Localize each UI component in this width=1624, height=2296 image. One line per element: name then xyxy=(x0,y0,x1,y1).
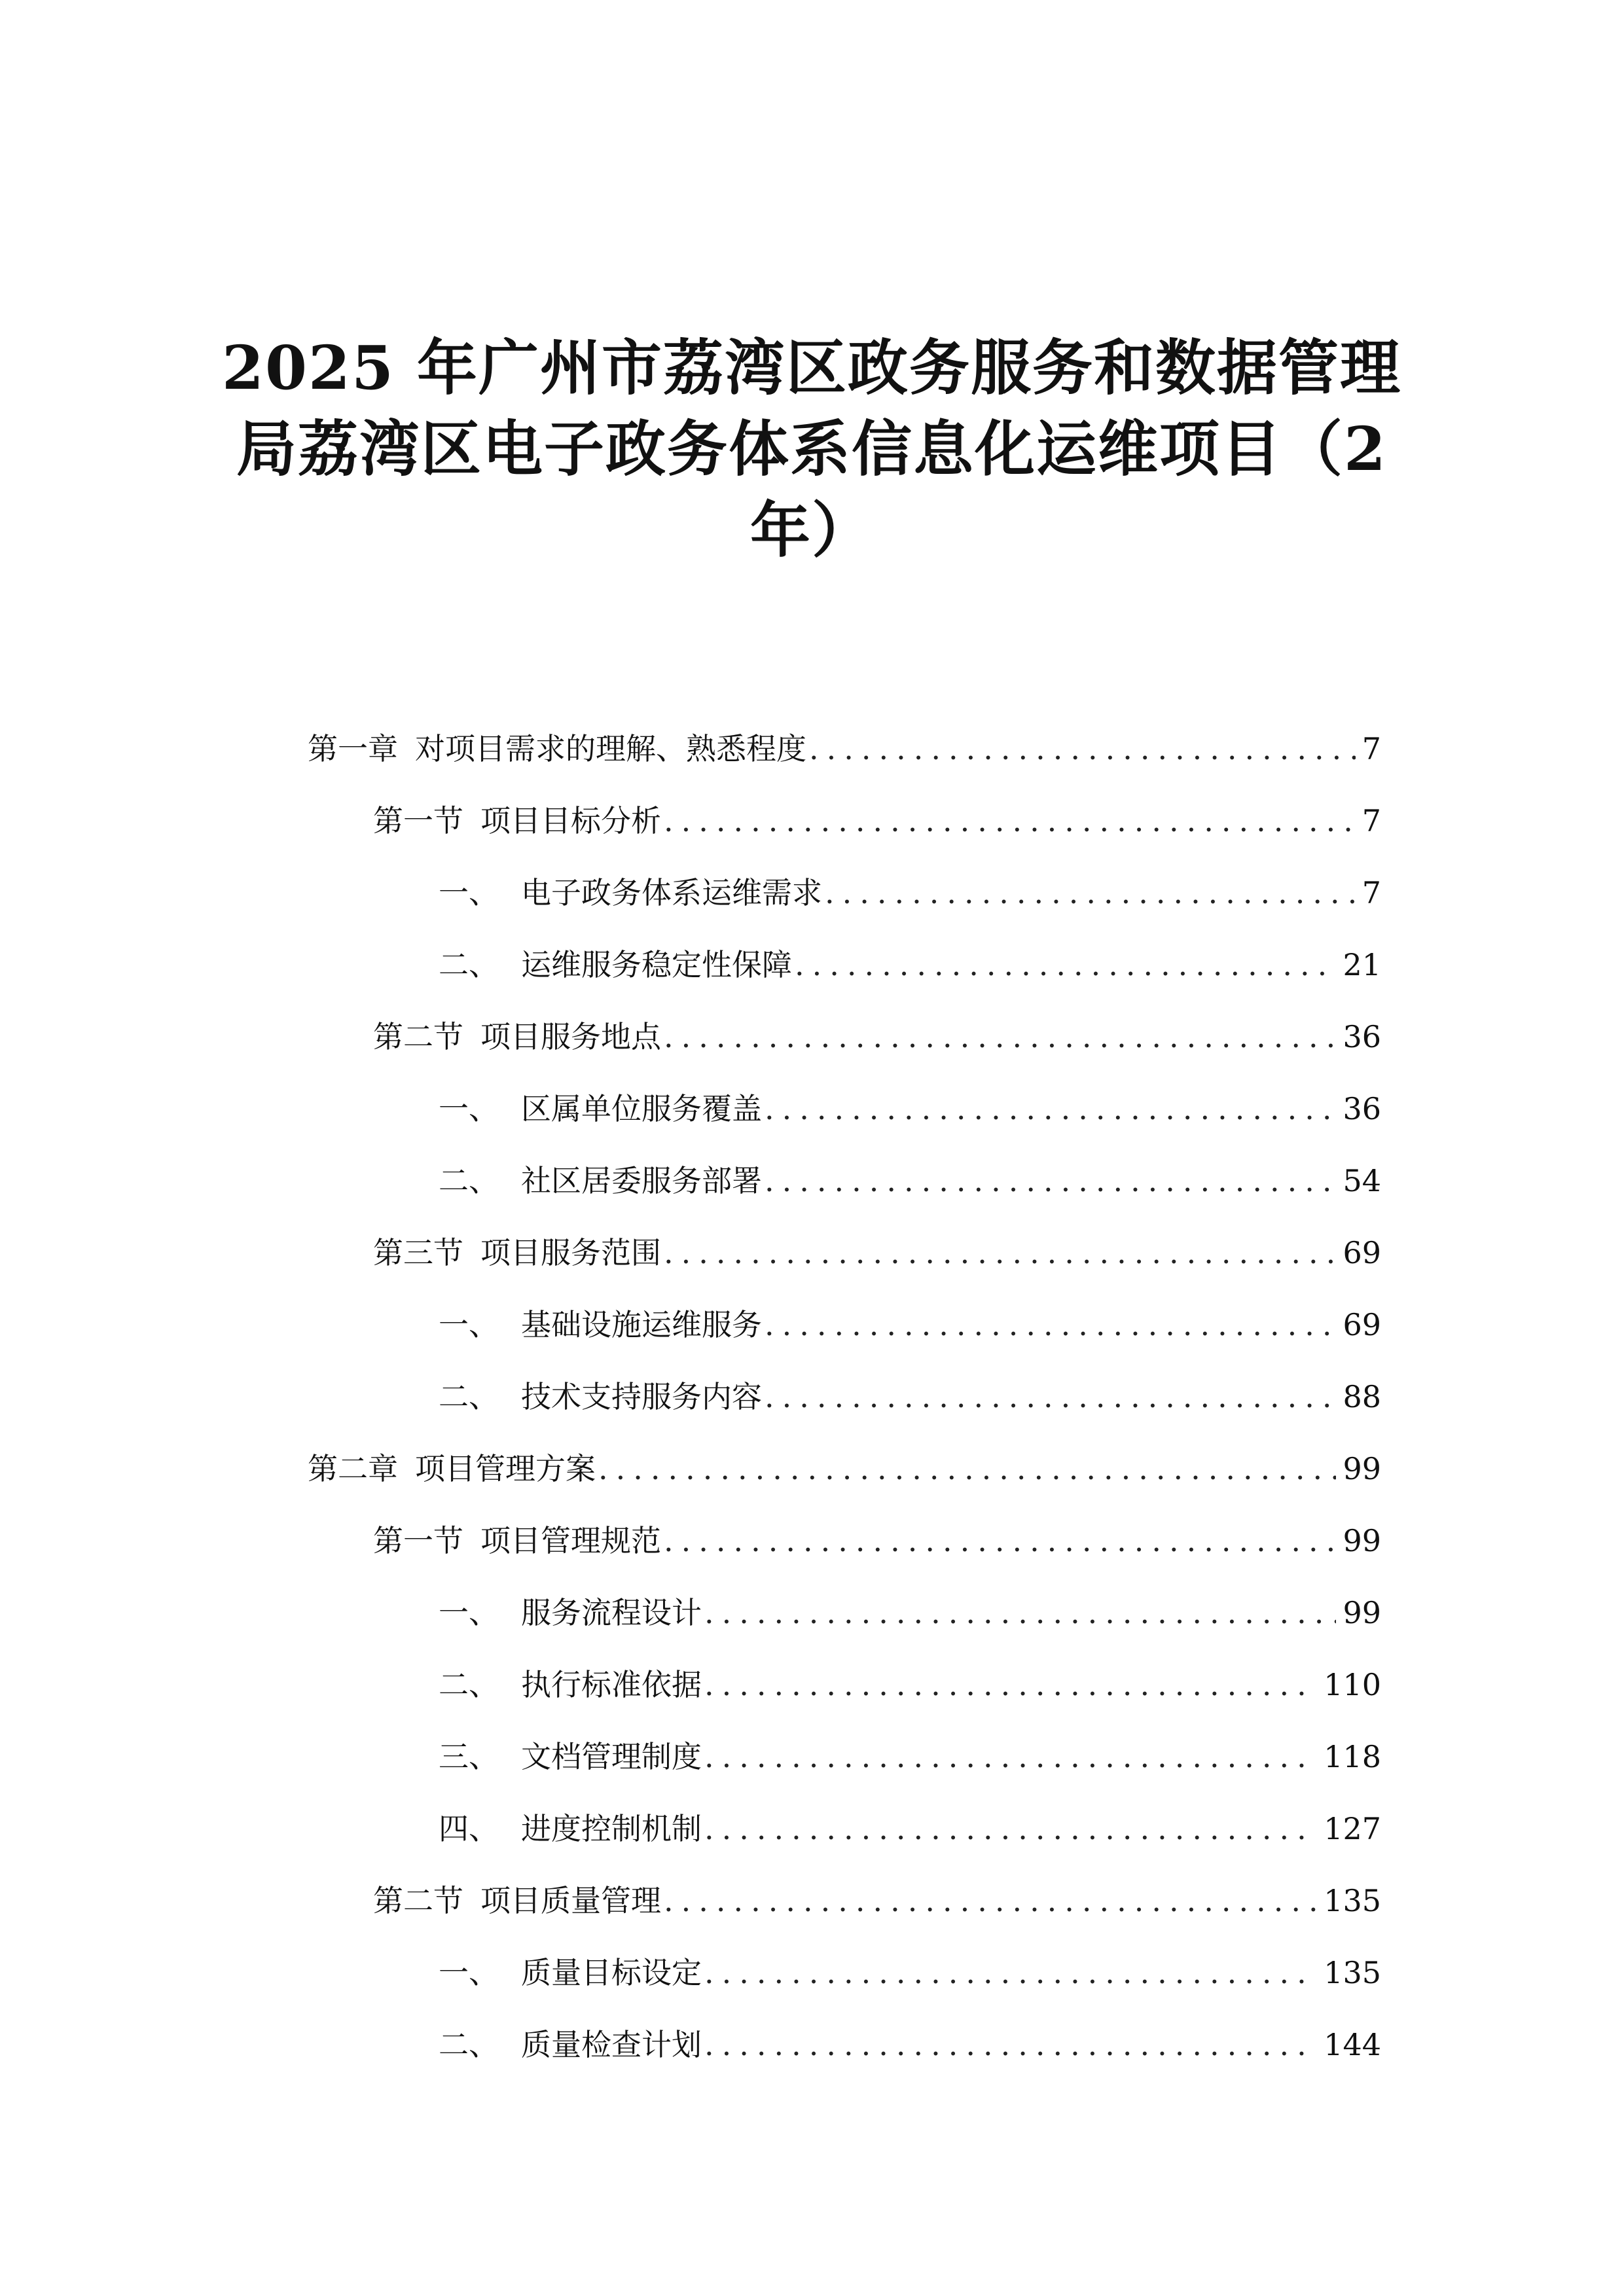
toc-entry-page-number: 54 xyxy=(1343,1163,1381,1198)
toc-dot-leader xyxy=(765,1088,1336,1130)
toc-dot-leader xyxy=(825,872,1356,914)
toc-dot-leader xyxy=(704,2024,1317,2066)
toc-entry-label: 对项目需求的理解、熟悉程度 xyxy=(415,731,806,766)
toc-dot-leader xyxy=(664,1232,1336,1274)
toc-entry-page-number: 99 xyxy=(1343,1523,1381,1558)
toc-entry-label: 电子政务体系运维需求 xyxy=(521,875,822,910)
toc-entry-number: 四、 xyxy=(439,1811,499,1846)
toc-entry-label: 项目服务地点 xyxy=(480,1019,661,1054)
toc-entry-label: 执行标准依据 xyxy=(521,1667,702,1702)
toc-entry-label: 项目管理方案 xyxy=(415,1451,596,1486)
toc-entry-label: 运维服务稳定性保障 xyxy=(521,947,792,982)
toc-entry-page-number: 99 xyxy=(1343,1451,1381,1486)
toc-dot-leader xyxy=(765,1160,1336,1202)
toc-entry[interactable] xyxy=(308,1880,1381,1952)
toc-entry-number: 二、 xyxy=(439,1163,499,1198)
toc-entry[interactable] xyxy=(308,944,1381,1016)
toc-entry[interactable] xyxy=(308,1592,1381,1664)
toc-entry-number: 第一节 xyxy=(373,803,463,838)
toc-entry-label: 质量检查计划 xyxy=(521,2027,702,2062)
toc-entry-page-number: 69 xyxy=(1343,1235,1381,1270)
table-of-contents xyxy=(308,728,1381,2096)
toc-entry-page-number: 21 xyxy=(1343,947,1381,982)
toc-entry-number: 二、 xyxy=(439,2027,499,2062)
toc-entry[interactable] xyxy=(308,1304,1381,1376)
toc-entry[interactable] xyxy=(308,1160,1381,1232)
toc-entry[interactable] xyxy=(308,1232,1381,1304)
toc-entry-label: 区属单位服务覆盖 xyxy=(521,1091,762,1126)
toc-entry-label: 项目服务范围 xyxy=(480,1235,661,1270)
toc-dot-leader xyxy=(664,1016,1336,1058)
toc-entry-page-number: 88 xyxy=(1343,1379,1381,1414)
toc-entry[interactable] xyxy=(308,1664,1381,1736)
toc-dot-leader xyxy=(704,1736,1317,1778)
toc-dot-leader xyxy=(809,728,1356,770)
toc-entry-number: 二、 xyxy=(439,947,499,982)
toc-entry-page-number: 135 xyxy=(1324,1955,1381,1990)
toc-entry-number: 第三节 xyxy=(373,1235,463,1270)
title-line-2: 局荔湾区电子政务体系信息化运维项目（2 xyxy=(236,414,1387,484)
toc-dot-leader xyxy=(704,1952,1317,1994)
toc-entry-number: 二、 xyxy=(439,1379,499,1414)
toc-dot-leader xyxy=(765,1376,1336,1418)
toc-entry[interactable] xyxy=(308,1376,1381,1448)
toc-entry-number: 第一章 xyxy=(308,731,398,766)
title-line-1: 2025 年广州市荔湾区政务服务和数据管理 xyxy=(221,332,1402,403)
toc-entry-page-number: 99 xyxy=(1343,1595,1381,1630)
toc-entry-number: 一、 xyxy=(439,1955,499,1990)
toc-dot-leader xyxy=(664,1520,1336,1562)
toc-entry[interactable] xyxy=(308,1952,1381,2024)
toc-entry-number: 二、 xyxy=(439,1667,499,1702)
toc-entry-label: 项目目标分析 xyxy=(480,803,661,838)
document-title xyxy=(196,327,1427,571)
toc-entry-label: 进度控制机制 xyxy=(521,1811,702,1846)
toc-entry-page-number: 69 xyxy=(1343,1307,1381,1342)
toc-entry-number: 一、 xyxy=(439,1307,499,1342)
toc-entry[interactable] xyxy=(308,1736,1381,1808)
toc-entry-page-number: 36 xyxy=(1343,1019,1381,1054)
toc-entry-label: 社区居委服务部署 xyxy=(521,1163,762,1198)
toc-entry-number: 第二章 xyxy=(308,1451,398,1486)
toc-dot-leader xyxy=(704,1808,1317,1850)
toc-dot-leader xyxy=(704,1664,1317,1706)
toc-entry-number: 第二节 xyxy=(373,1883,463,1918)
toc-entry-label: 基础设施运维服务 xyxy=(521,1307,762,1342)
toc-entry-label: 质量目标设定 xyxy=(521,1955,702,1990)
toc-dot-leader xyxy=(765,1304,1336,1346)
toc-entry-page-number: 7 xyxy=(1362,731,1381,766)
toc-dot-leader xyxy=(795,944,1336,986)
toc-dot-leader xyxy=(704,1592,1336,1634)
toc-entry-number: 第二节 xyxy=(373,1019,463,1054)
title-line-3: 年） xyxy=(749,495,873,565)
toc-entry[interactable] xyxy=(308,1808,1381,1880)
toc-entry[interactable] xyxy=(308,800,1381,872)
toc-entry-label: 项目管理规范 xyxy=(480,1523,661,1558)
toc-entry-number: 第一节 xyxy=(373,1523,463,1558)
toc-entry-page-number: 7 xyxy=(1362,803,1381,838)
toc-entry-page-number: 135 xyxy=(1324,1883,1381,1918)
toc-entry-label: 文档管理制度 xyxy=(521,1739,702,1774)
toc-entry-page-number: 144 xyxy=(1324,2027,1381,2062)
toc-entry[interactable] xyxy=(308,1016,1381,1088)
toc-entry-number: 一、 xyxy=(439,875,499,910)
toc-dot-leader xyxy=(664,800,1356,842)
toc-dot-leader xyxy=(598,1448,1336,1490)
toc-entry-label: 技术支持服务内容 xyxy=(521,1379,762,1414)
toc-entry-number: 一、 xyxy=(439,1595,499,1630)
toc-entry-page-number: 110 xyxy=(1324,1667,1381,1702)
toc-entry-page-number: 36 xyxy=(1343,1091,1381,1126)
toc-entry-number: 三、 xyxy=(439,1739,499,1774)
toc-entry-page-number: 127 xyxy=(1324,1811,1381,1846)
toc-entry[interactable] xyxy=(308,728,1381,800)
toc-entry[interactable] xyxy=(308,2024,1381,2096)
toc-entry[interactable] xyxy=(308,1520,1381,1592)
toc-entry-label: 项目质量管理 xyxy=(480,1883,661,1918)
toc-entry-label: 服务流程设计 xyxy=(521,1595,702,1630)
toc-dot-leader xyxy=(664,1880,1317,1922)
toc-entry[interactable] xyxy=(308,872,1381,944)
toc-entry-page-number: 7 xyxy=(1362,875,1381,910)
toc-entry[interactable] xyxy=(308,1088,1381,1160)
toc-entry[interactable] xyxy=(308,1448,1381,1520)
toc-entry-number: 一、 xyxy=(439,1091,499,1126)
toc-entry-page-number: 118 xyxy=(1324,1739,1381,1774)
